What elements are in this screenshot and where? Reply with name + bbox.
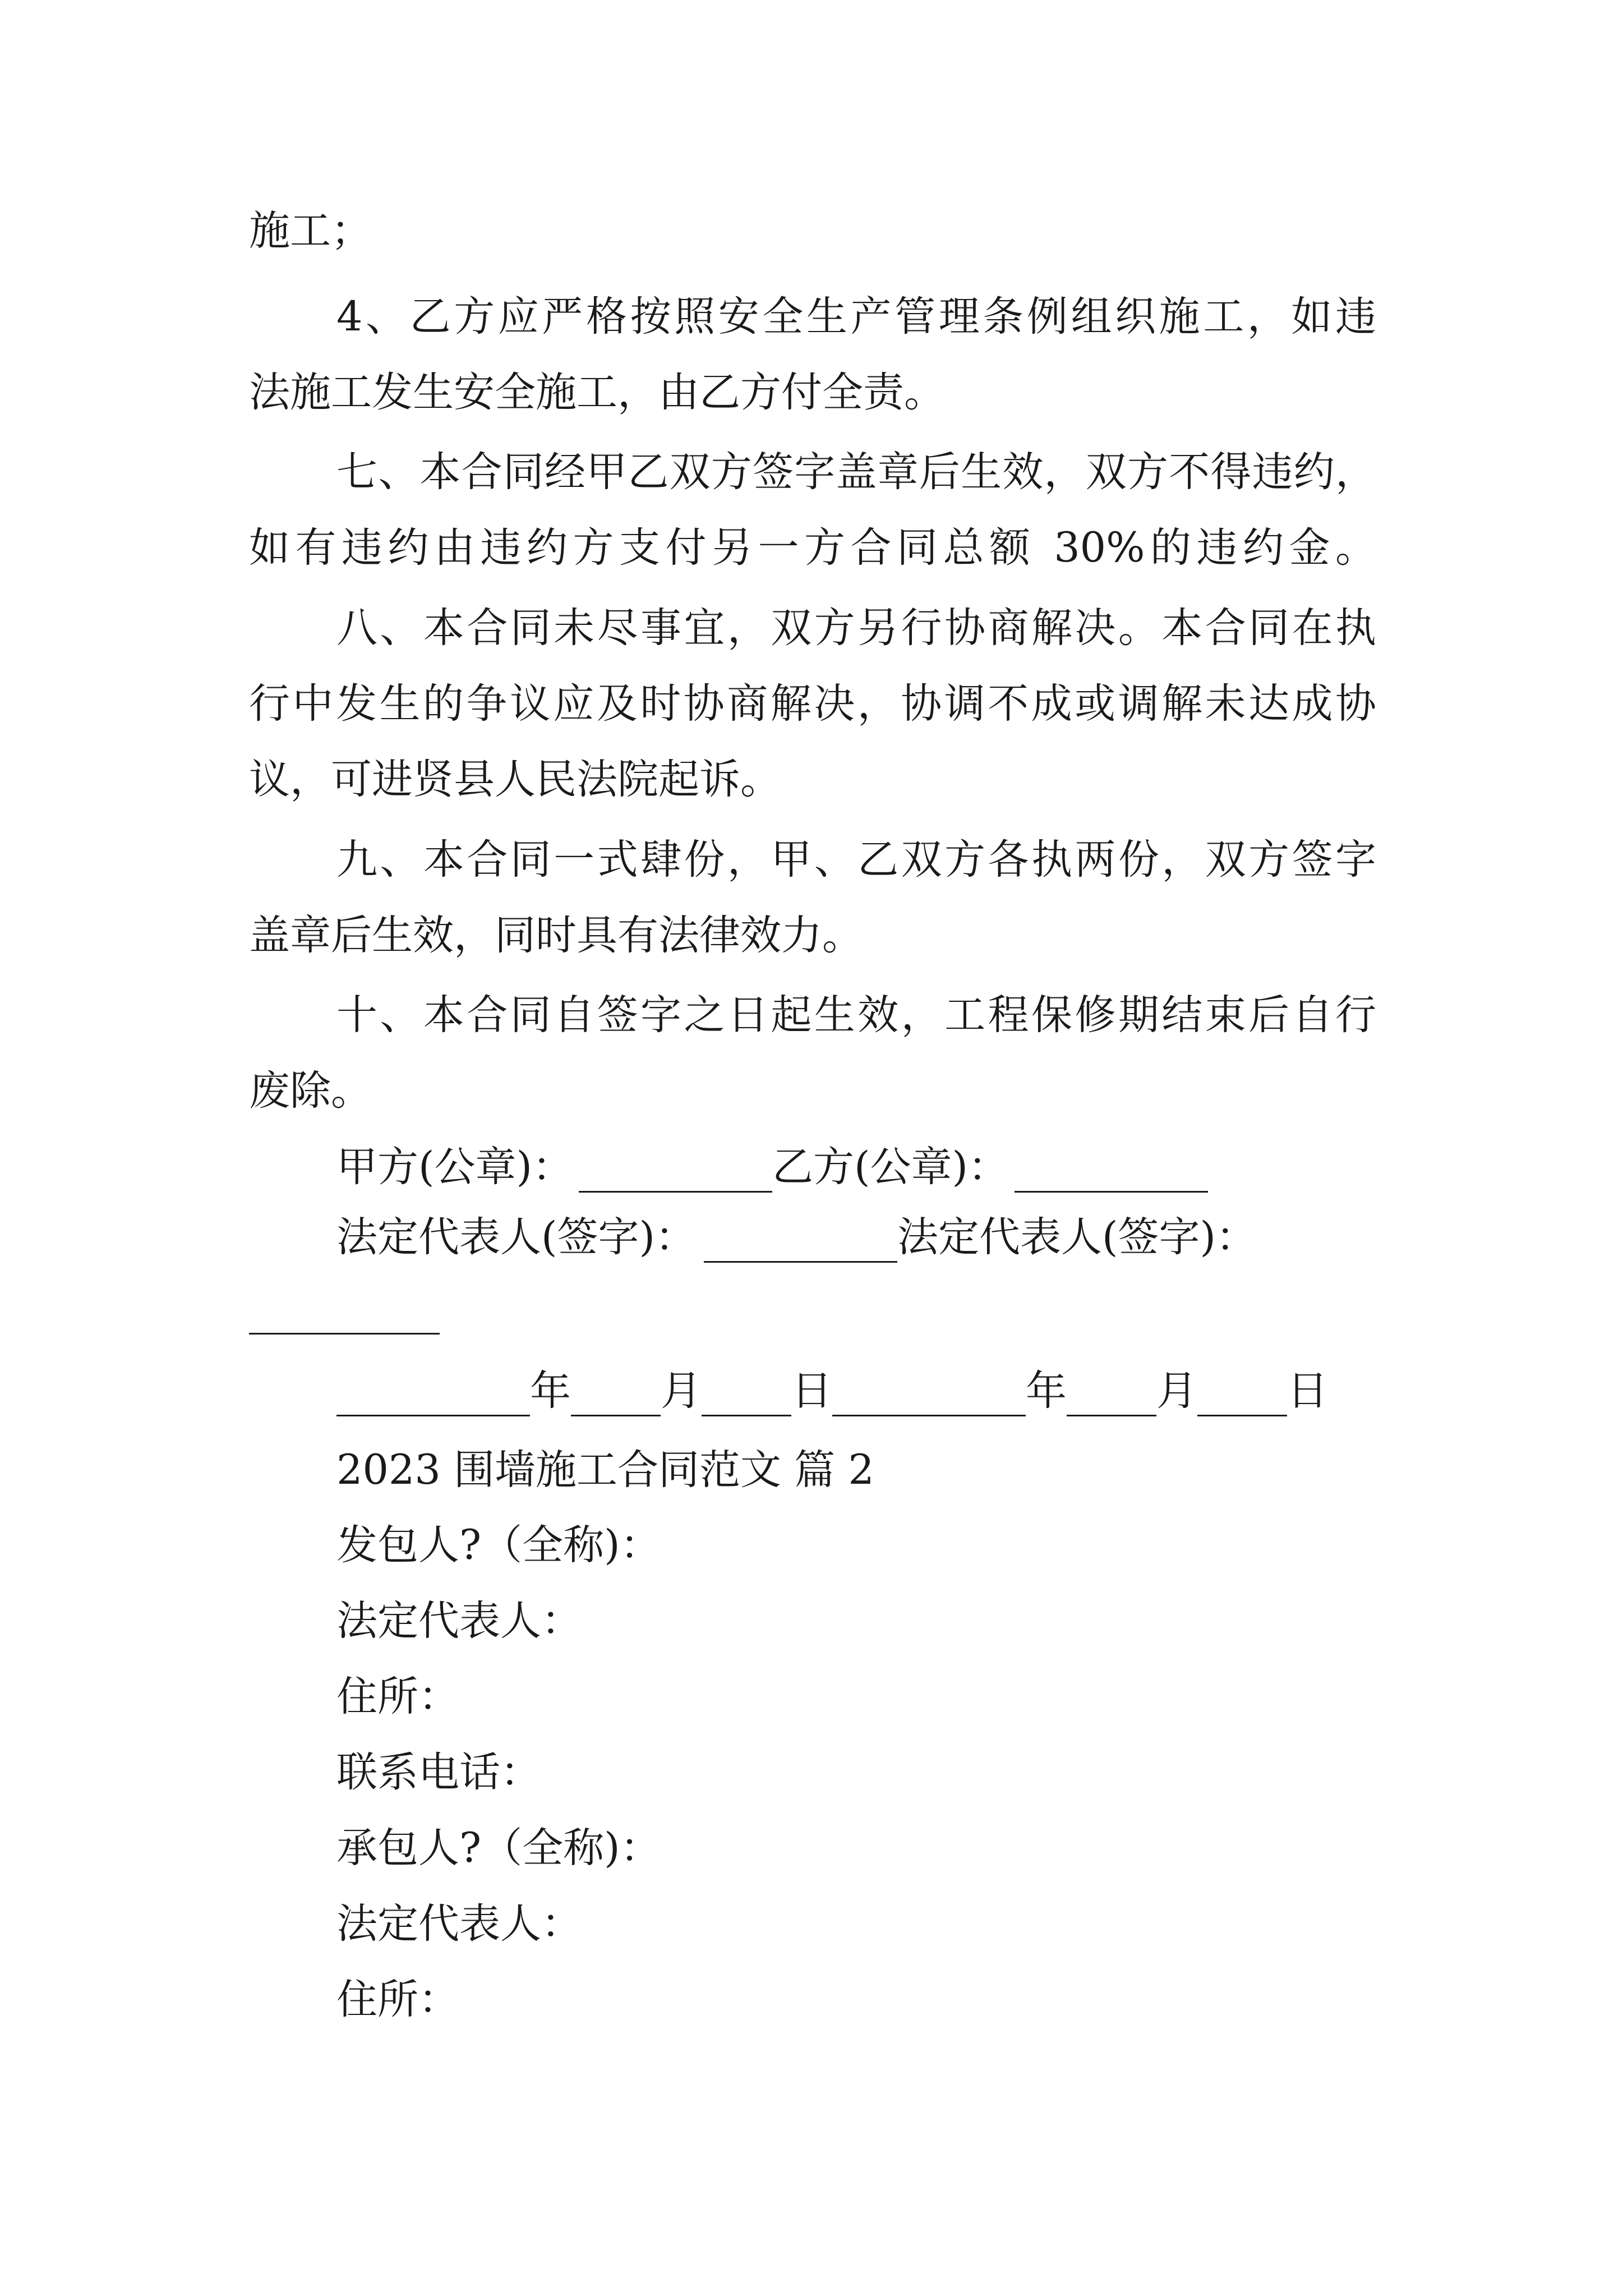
field-label: 住所： <box>336 1673 459 1720</box>
year-blank <box>336 1380 530 1416</box>
body-line: 十、本合同自签字之日起生效，工程保修期结束后自行 <box>336 991 1376 1039</box>
body-line: 八、本合同未尽事宜，双方另行协商解决。本合同在执 <box>336 604 1376 652</box>
month-blank <box>1067 1380 1156 1416</box>
body-line: 盖章后生效，同时具有法律效力。 <box>249 912 863 959</box>
section-heading: 2023 围墙施工合同范文 篇 2 <box>336 1446 874 1494</box>
party-a-rep-blank <box>704 1226 897 1263</box>
field-label: 联系电话： <box>336 1749 541 1796</box>
field-label: 住所： <box>336 1976 459 2023</box>
field-label: 发包人?（全称)： <box>336 1521 661 1569</box>
field-label: 法定代表人： <box>336 1900 582 1948</box>
body-line: 4、乙方应严格按照安全生产管理条例组织施工，如违 <box>336 293 1376 341</box>
field-label: 法定代表人： <box>336 1597 582 1645</box>
day-blank <box>1197 1380 1287 1416</box>
party-a-seal-label: 甲方(公章)： <box>336 1143 573 1191</box>
body-line: 如有违约由违约方支付另一方合同总额 30%的违约金。 <box>249 524 1376 572</box>
seal-row <box>336 1142 1208 1193</box>
day-label: 日 <box>1287 1367 1328 1415</box>
party-b-seal-blank <box>1015 1156 1208 1193</box>
day-label: 日 <box>791 1367 832 1415</box>
party-b-rep-label: 法定代表人(签字)： <box>897 1213 1257 1261</box>
body-line: 废除。 <box>249 1067 372 1115</box>
body-line: 行中发生的争议应及时协商解决，协调不成或调解未达成协 <box>249 680 1376 728</box>
date-row <box>336 1366 1328 1416</box>
year-label: 年 <box>530 1367 571 1415</box>
month-label: 月 <box>661 1367 702 1415</box>
body-line: 法施工发生安全施工，由乙方付全责。 <box>249 369 945 416</box>
body-line: 议，可进贤县人民法院起诉。 <box>249 756 781 803</box>
field-label: 承包人?（全称)： <box>336 1824 661 1872</box>
party-a-rep-label: 法定代表人(签字)： <box>336 1213 696 1261</box>
body-line: 七、本合同经甲乙双方签字盖章后生效，双方不得违约， <box>336 448 1376 496</box>
representative-row <box>336 1212 1257 1263</box>
year-blank <box>832 1380 1026 1416</box>
day-blank <box>702 1380 791 1416</box>
party-b-seal-label: 乙方(公章)： <box>772 1143 1009 1191</box>
party-b-rep-blank <box>249 1333 440 1335</box>
month-blank <box>571 1380 661 1416</box>
party-a-seal-blank <box>579 1156 772 1193</box>
year-label: 年 <box>1026 1367 1067 1415</box>
body-line: 九、本合同一式肆份，甲、乙双方各执两份，双方签字 <box>336 836 1376 884</box>
month-label: 月 <box>1156 1367 1197 1415</box>
body-line: 施工； <box>249 207 372 255</box>
